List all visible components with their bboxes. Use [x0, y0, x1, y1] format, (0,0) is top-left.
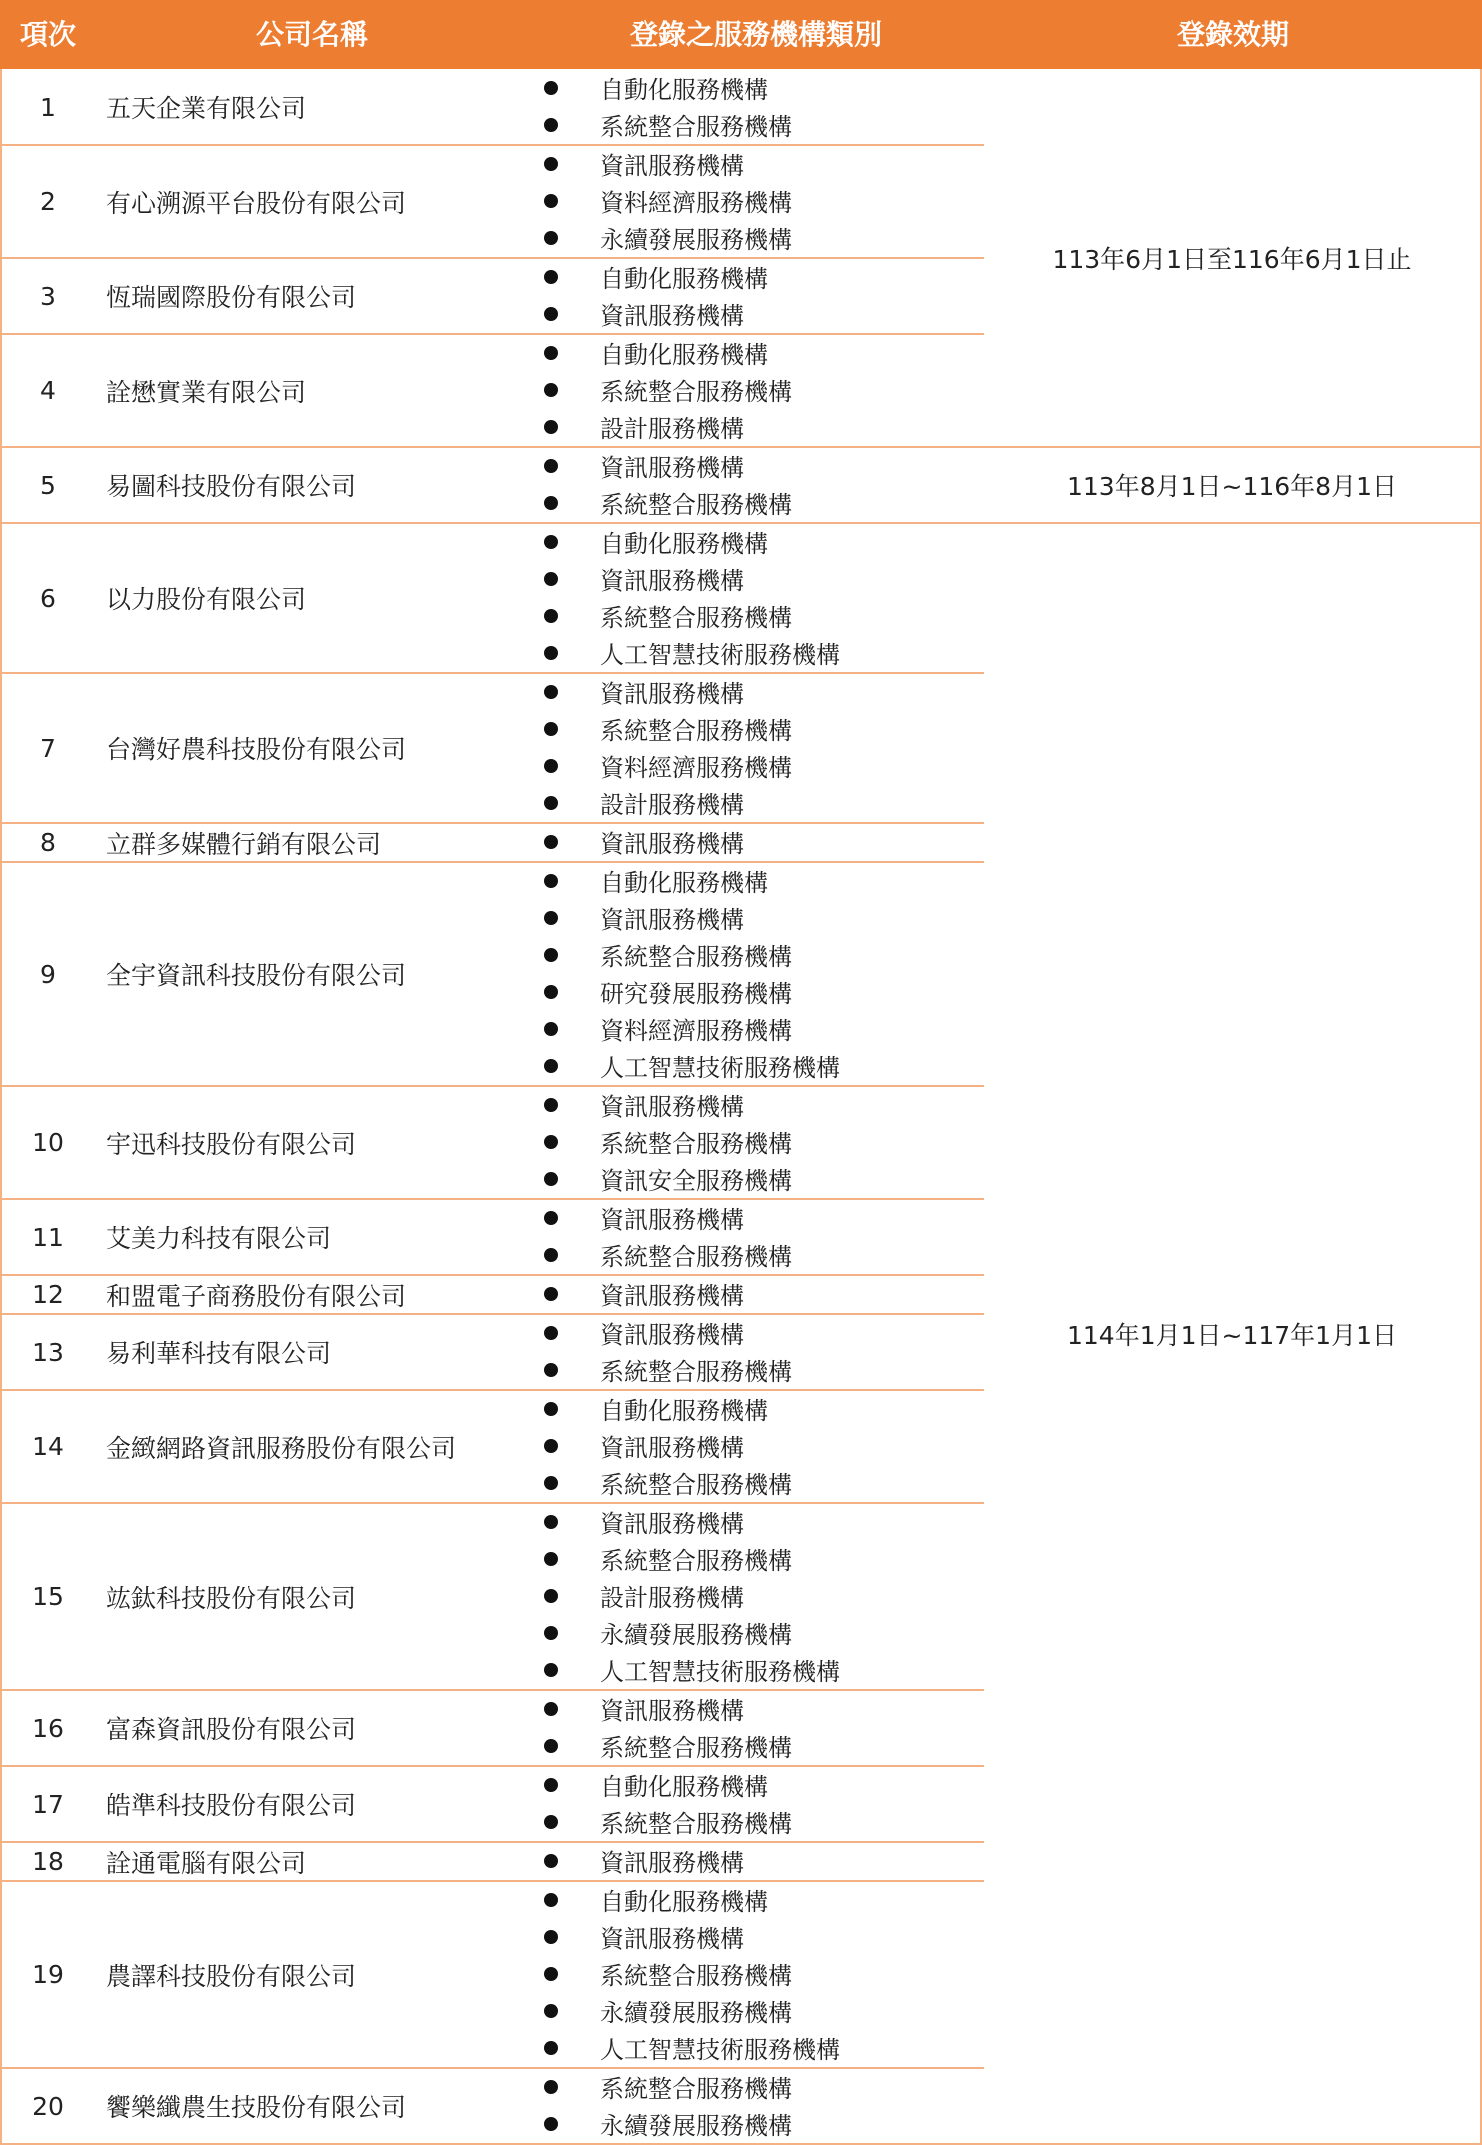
category-label: 資料經濟服務機構 — [600, 1017, 792, 1045]
category-label: 系統整合服務機構 — [600, 717, 792, 745]
bullet-icon — [544, 2080, 558, 2094]
category-label: 資訊安全服務機構 — [600, 1167, 792, 1195]
company-name: 有心溯源平台股份有限公司 — [106, 188, 407, 218]
row-number: 9 — [40, 959, 56, 989]
row-divider — [0, 144, 984, 146]
category-label: 資訊服務機構 — [600, 454, 744, 482]
row-divider — [0, 1198, 984, 1200]
category-item — [0, 1464, 984, 1501]
company-name: 富森資訊股份有限公司 — [106, 1715, 357, 1744]
category-item — [0, 1540, 984, 1577]
category-item — [0, 1766, 984, 1803]
category-label: 資訊服務機構 — [600, 1849, 744, 1877]
bullet-icon — [544, 1739, 558, 1753]
bullet-icon — [544, 81, 558, 95]
bullet-icon — [544, 948, 558, 962]
bullet-icon — [544, 535, 558, 549]
category-item — [0, 258, 984, 295]
category-item — [0, 747, 984, 784]
category-label: 設計服務機構 — [600, 415, 744, 443]
row-number: 5 — [40, 470, 56, 500]
category-label: 自動化服務機構 — [600, 76, 768, 104]
category-label: 資訊服務機構 — [600, 830, 744, 858]
category-item — [0, 2029, 984, 2066]
category-item — [0, 710, 984, 747]
category-label: 資訊服務機構 — [600, 1093, 744, 1121]
bullet-icon — [544, 646, 558, 660]
row-divider — [0, 257, 984, 259]
row-divider — [0, 1841, 984, 1843]
category-item — [0, 1010, 984, 1047]
category-label: 系統整合服務機構 — [600, 2075, 792, 2103]
table-border — [0, 69, 2, 2144]
category-label: 資料經濟服務機構 — [600, 754, 792, 782]
category-label: 資訊服務機構 — [600, 1321, 744, 1349]
category-label: 資訊服務機構 — [600, 1925, 744, 1953]
bullet-icon — [544, 231, 558, 245]
category-label: 系統整合服務機構 — [600, 1243, 792, 1271]
validity-period: 113年6月1日至116年6月1日止 — [1052, 245, 1412, 274]
bullet-icon — [544, 1287, 558, 1301]
header-company: 公司名稱 — [255, 18, 368, 51]
row-number: 2 — [40, 187, 56, 216]
category-item — [0, 1086, 984, 1123]
category-label: 人工智慧技術服務機構 — [600, 2036, 840, 2064]
category-item — [0, 784, 984, 821]
row-number: 3 — [40, 281, 56, 311]
bullet-icon — [544, 1967, 558, 1981]
company-name: 立群多媒體行銷有限公司 — [106, 829, 382, 859]
category-item — [0, 145, 984, 182]
category-item — [0, 634, 984, 671]
bullet-icon — [544, 1515, 558, 1529]
row-number: 20 — [32, 2091, 64, 2121]
company-name: 台灣好農科技股份有限公司 — [106, 735, 407, 764]
bullet-icon — [544, 270, 558, 284]
row-divider — [0, 1085, 984, 1087]
category-item — [0, 2105, 984, 2142]
category-item — [0, 484, 984, 521]
category-item — [0, 1614, 984, 1651]
category-item — [0, 1881, 984, 1918]
row-number: 10 — [32, 1128, 64, 1157]
category-label: 系統整合服務機構 — [600, 604, 792, 632]
bullet-icon — [544, 2117, 558, 2131]
category-label: 自動化服務機構 — [600, 265, 768, 293]
company-name: 和盟電子商務股份有限公司 — [106, 1281, 407, 1311]
category-item — [0, 1199, 984, 1236]
row-divider — [0, 861, 984, 863]
category-item — [0, 106, 984, 143]
bullet-icon — [544, 194, 558, 208]
category-label: 資訊服務機構 — [600, 1510, 744, 1538]
category-item — [0, 899, 984, 936]
row-number: 1 — [40, 92, 56, 122]
company-name: 恆瑞國際股份有限公司 — [106, 283, 357, 312]
bullet-icon — [544, 383, 558, 397]
category-item — [0, 1351, 984, 1388]
bullet-icon — [544, 1589, 558, 1603]
bullet-icon — [544, 157, 558, 171]
category-item — [0, 1390, 984, 1427]
row-divider — [0, 1689, 984, 1691]
bullet-icon — [544, 1702, 558, 1716]
category-label: 資訊服務機構 — [600, 567, 744, 595]
row-divider — [0, 333, 984, 335]
company-name: 全宇資訊科技股份有限公司 — [106, 961, 407, 990]
bullet-icon — [544, 1439, 558, 1453]
category-label: 設計服務機構 — [600, 1584, 744, 1612]
category-item — [0, 69, 984, 106]
bullet-icon — [544, 1778, 558, 1792]
category-item — [0, 1236, 984, 1273]
row-divider — [0, 1274, 984, 1276]
bullet-icon — [544, 1552, 558, 1566]
category-label: 系統整合服務機構 — [600, 491, 792, 519]
bullet-icon — [544, 1893, 558, 1907]
bullet-icon — [544, 2041, 558, 2055]
category-item — [0, 1047, 984, 1084]
category-label: 資料經濟服務機構 — [600, 189, 792, 217]
category-item — [0, 973, 984, 1010]
bullet-icon — [544, 346, 558, 360]
category-label: 系統整合服務機構 — [600, 1358, 792, 1386]
validity-period: 113年8月1日~116年8月1日 — [1066, 472, 1397, 501]
category-item — [0, 295, 984, 332]
category-label: 系統整合服務機構 — [600, 1962, 792, 1990]
bullet-icon — [544, 609, 558, 623]
category-label: 資訊服務機構 — [600, 906, 744, 934]
row-divider — [0, 1389, 984, 1391]
company-name: 艾美力科技有限公司 — [106, 1224, 332, 1253]
row-divider — [0, 522, 1482, 524]
category-item — [0, 334, 984, 371]
bullet-icon — [544, 420, 558, 434]
row-divider — [0, 446, 1482, 448]
company-name: 皓準科技股份有限公司 — [106, 1791, 357, 1820]
row-number: 11 — [32, 1222, 64, 1252]
bullet-icon — [544, 1402, 558, 1416]
category-label: 資訊服務機構 — [600, 680, 744, 708]
category-item — [0, 1690, 984, 1727]
category-label: 資訊服務機構 — [600, 302, 744, 330]
bullet-icon — [544, 572, 558, 586]
row-number: 17 — [32, 1789, 64, 1819]
category-item — [0, 597, 984, 634]
category-label: 自動化服務機構 — [600, 869, 768, 897]
category-item — [0, 1955, 984, 1992]
category-item — [0, 1577, 984, 1614]
row-divider — [0, 2067, 984, 2069]
category-item — [0, 219, 984, 256]
category-label: 系統整合服務機構 — [600, 1471, 792, 1499]
row-divider — [0, 672, 984, 674]
category-item — [0, 523, 984, 560]
category-label: 資訊服務機構 — [600, 1282, 744, 1310]
bullet-icon — [544, 1098, 558, 1112]
bullet-icon — [544, 1022, 558, 1036]
row-divider — [0, 1313, 984, 1315]
bullet-icon — [544, 685, 558, 699]
company-name: 易利華科技有限公司 — [106, 1339, 332, 1368]
row-number: 4 — [40, 376, 56, 405]
bullet-icon — [544, 1211, 558, 1225]
category-label: 資訊服務機構 — [600, 1434, 744, 1462]
category-label: 永續發展服務機構 — [600, 2112, 792, 2140]
category-item — [0, 1427, 984, 1464]
category-label: 自動化服務機構 — [600, 530, 768, 558]
category-label: 系統整合服務機構 — [600, 1734, 792, 1762]
category-item — [0, 1918, 984, 1955]
category-label: 自動化服務機構 — [600, 1773, 768, 1801]
category-label: 永續發展服務機構 — [600, 1621, 792, 1649]
category-item — [0, 1314, 984, 1351]
bullet-icon — [544, 1059, 558, 1073]
row-number: 12 — [32, 1280, 64, 1309]
category-label: 人工智慧技術服務機構 — [600, 1054, 840, 1082]
category-label: 資訊服務機構 — [600, 152, 744, 180]
company-name: 詮通電腦有限公司 — [106, 1848, 307, 1878]
category-item — [0, 1727, 984, 1764]
category-item — [0, 560, 984, 597]
category-item — [0, 862, 984, 899]
header-period: 登錄效期 — [1176, 18, 1289, 51]
category-item — [0, 1992, 984, 2029]
company-name: 以力股份有限公司 — [106, 585, 307, 614]
category-label: 研究發展服務機構 — [600, 980, 792, 1008]
category-item — [0, 1160, 984, 1197]
bullet-icon — [544, 1363, 558, 1377]
row-number: 14 — [32, 1432, 64, 1461]
bullet-icon — [544, 985, 558, 999]
row-number: 13 — [32, 1337, 64, 1367]
row-divider — [0, 1502, 984, 1504]
company-name: 竑鈦科技股份有限公司 — [106, 1583, 357, 1613]
category-item — [0, 447, 984, 484]
category-item — [0, 1803, 984, 1840]
bullet-icon — [544, 1626, 558, 1640]
category-label: 永續發展服務機構 — [600, 226, 792, 254]
bullet-icon — [544, 459, 558, 473]
category-label: 系統整合服務機構 — [600, 943, 792, 971]
category-label: 自動化服務機構 — [600, 341, 768, 369]
category-item — [0, 1503, 984, 1540]
bullet-icon — [544, 2004, 558, 2018]
company-name: 宇迅科技股份有限公司 — [106, 1129, 357, 1159]
header-categories: 登錄之服務機構類別 — [629, 18, 882, 51]
category-item — [0, 1842, 984, 1879]
company-name: 金緻網路資訊服務股份有限公司 — [106, 1433, 457, 1463]
bullet-icon — [544, 759, 558, 773]
category-item — [0, 823, 984, 860]
category-label: 設計服務機構 — [600, 791, 744, 819]
bullet-icon — [544, 911, 558, 925]
row-number: 16 — [32, 1713, 64, 1743]
category-item — [0, 1651, 984, 1688]
bullet-icon — [544, 1815, 558, 1829]
category-item — [0, 182, 984, 219]
category-label: 資訊服務機構 — [600, 1697, 744, 1725]
bullet-icon — [544, 307, 558, 321]
row-number: 19 — [32, 1960, 64, 1989]
category-label: 人工智慧技術服務機構 — [600, 641, 840, 669]
bullet-icon — [544, 722, 558, 736]
bullet-icon — [544, 1930, 558, 1944]
category-label: 系統整合服務機構 — [600, 113, 792, 141]
row-number: 8 — [40, 828, 56, 857]
company-name: 五天企業有限公司 — [106, 94, 307, 123]
bullet-icon — [544, 1248, 558, 1262]
bullet-icon — [544, 835, 558, 849]
category-item — [0, 1275, 984, 1312]
bullet-icon — [544, 1326, 558, 1340]
category-label: 自動化服務機構 — [600, 1397, 768, 1425]
company-name: 易圖科技股份有限公司 — [106, 472, 357, 501]
category-item — [0, 1123, 984, 1160]
company-name: 農譯科技股份有限公司 — [106, 1961, 357, 1991]
category-label: 系統整合服務機構 — [600, 378, 792, 406]
category-item — [0, 2068, 984, 2105]
bullet-icon — [544, 874, 558, 888]
row-number: 18 — [32, 1847, 64, 1876]
bullet-icon — [544, 1172, 558, 1186]
row-number: 6 — [40, 583, 56, 613]
bullet-icon — [544, 1476, 558, 1490]
company-name: 詮懋實業有限公司 — [106, 377, 307, 407]
row-number: 7 — [40, 733, 56, 763]
bullet-icon — [544, 496, 558, 510]
bullet-icon — [544, 1663, 558, 1677]
row-divider — [0, 1765, 984, 1767]
row-divider — [0, 1880, 984, 1882]
category-label: 資訊服務機構 — [600, 1206, 744, 1234]
validity-period: 114年1月1日~117年1月1日 — [1066, 1320, 1397, 1350]
category-label: 系統整合服務機構 — [600, 1130, 792, 1158]
row-number: 15 — [32, 1582, 64, 1611]
bullet-icon — [544, 118, 558, 132]
bullet-icon — [544, 1854, 558, 1868]
category-item — [0, 936, 984, 973]
category-item — [0, 408, 984, 445]
category-item — [0, 673, 984, 710]
bullet-icon — [544, 796, 558, 810]
category-label: 系統整合服務機構 — [600, 1810, 792, 1838]
company-name: 饗樂纖農生技股份有限公司 — [106, 2093, 407, 2122]
category-label: 人工智慧技術服務機構 — [600, 1658, 840, 1686]
bullet-icon — [544, 1135, 558, 1149]
category-label: 自動化服務機構 — [600, 1888, 768, 1916]
row-divider — [0, 822, 984, 824]
category-label: 永續發展服務機構 — [600, 1999, 792, 2027]
category-label: 系統整合服務機構 — [600, 1547, 792, 1575]
category-item — [0, 371, 984, 408]
header-no: 項次 — [19, 18, 76, 51]
